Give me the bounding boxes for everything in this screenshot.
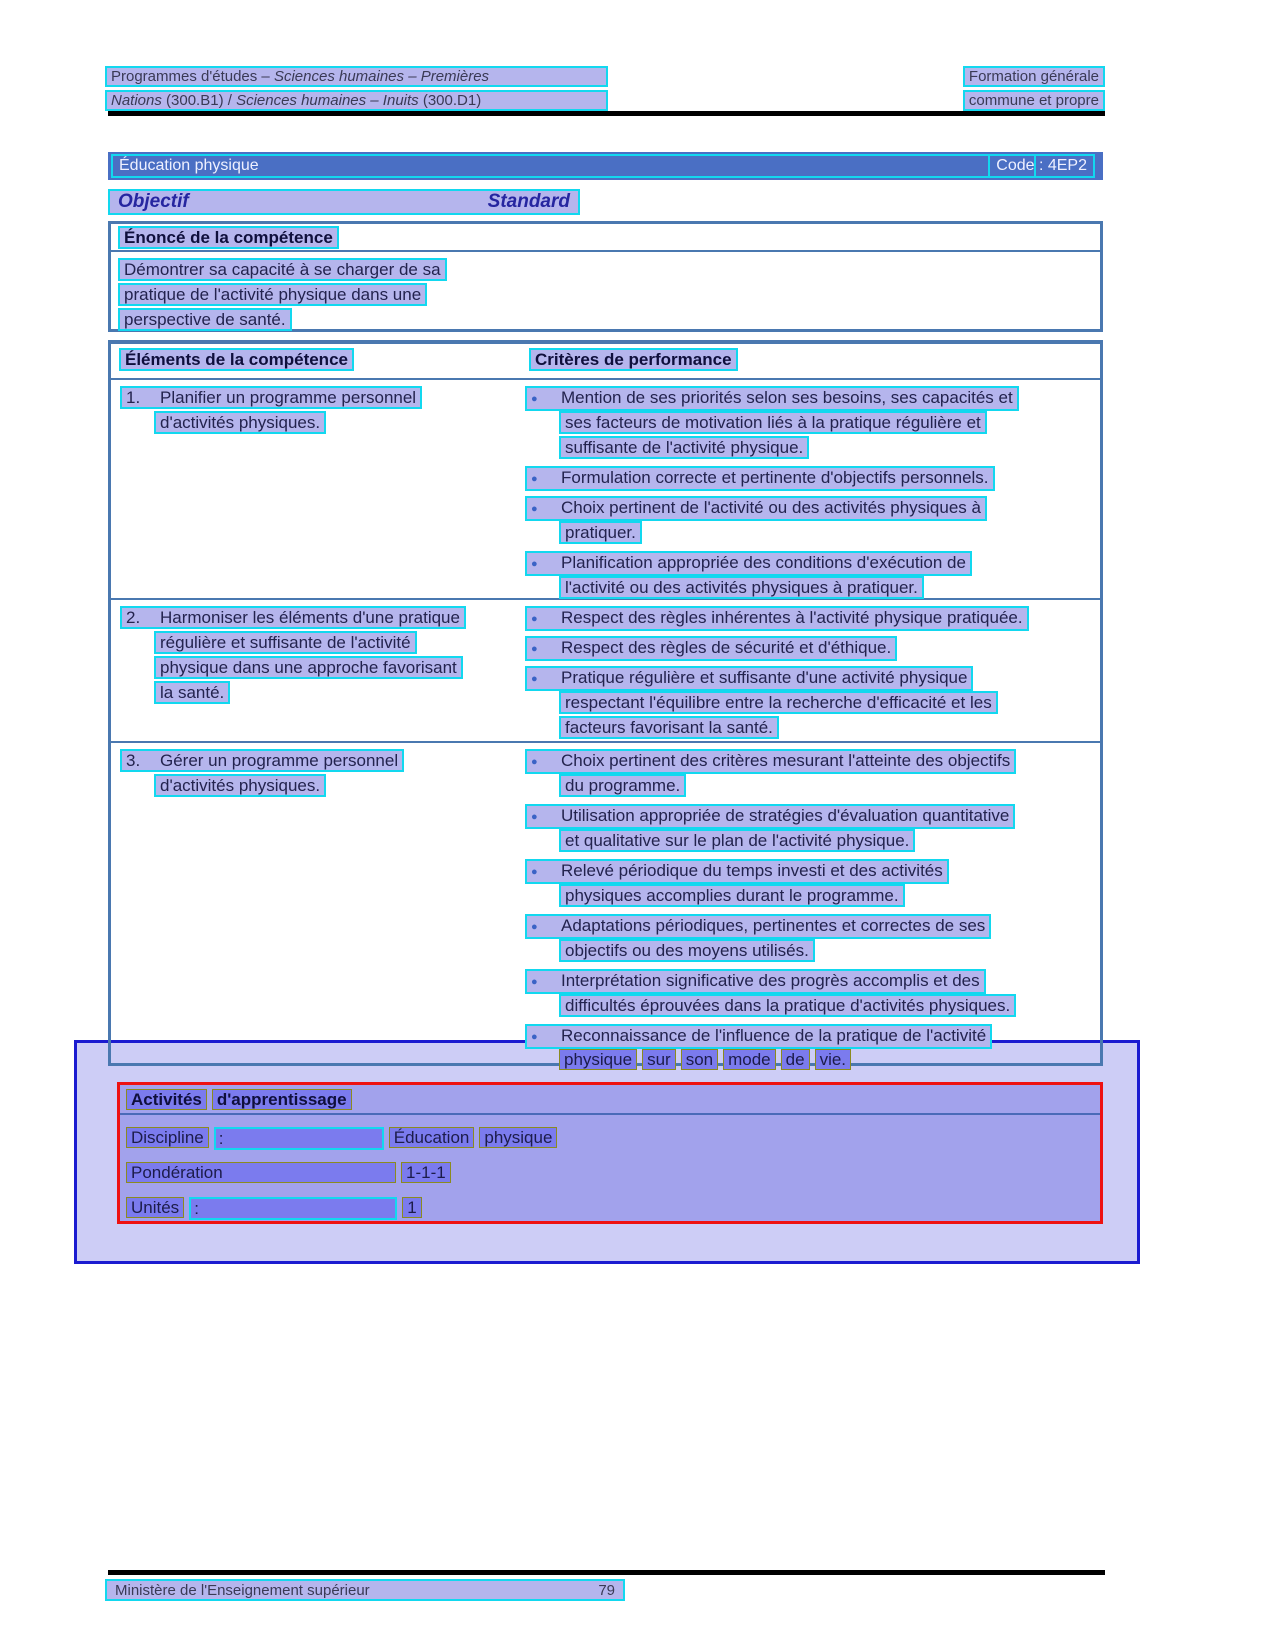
text-highlight: d'activités physiques.	[154, 411, 326, 434]
text-highlight: d'activités physiques.	[154, 774, 326, 797]
criterion-line	[525, 576, 1098, 601]
text-highlight: ● Respect des règles inhérentes à l'activité physique pratiquée.	[525, 606, 1029, 631]
title-bar-code-box	[988, 154, 1095, 178]
text-highlight: perspective de santé.	[118, 308, 292, 331]
header-text: (300.D1)	[418, 92, 482, 109]
criterion-item	[525, 386, 1098, 461]
criterion-line	[525, 1024, 1098, 1049]
bullet-icon: ●	[531, 558, 538, 570]
text-highlight: pratique de l'activité physique dans une	[118, 283, 427, 306]
criterion-line	[525, 859, 1098, 884]
criterion-line	[525, 411, 1098, 436]
criterion-line	[525, 884, 1098, 909]
header-left-line-2	[105, 90, 608, 111]
word-box: de	[781, 1049, 810, 1070]
bullet-icon: ●	[531, 643, 538, 655]
criterion-line	[525, 994, 1098, 1019]
element-cell	[111, 743, 515, 799]
word-box: sur	[642, 1049, 676, 1070]
criterion-item	[525, 969, 1098, 1019]
text-highlight: suffisante de l'activité physique.	[559, 436, 809, 459]
course-code: Code : 4EP2	[996, 157, 1087, 174]
word-box: mode	[723, 1049, 776, 1070]
text-highlight: la santé.	[154, 681, 230, 704]
word-box: d'apprentissage	[212, 1089, 352, 1110]
header-rule	[108, 111, 1105, 116]
text-highlight: ● Relevé périodique du temps investi et des activités	[525, 859, 949, 884]
page-title: Éducation physique	[119, 157, 259, 174]
element-line	[120, 749, 515, 774]
text-highlight: 2. Harmoniser les éléments d'une pratique	[120, 606, 466, 629]
bullet-icon: ●	[531, 393, 538, 405]
text-highlight: régulière et suffisante de l'activité	[154, 631, 417, 654]
text-highlight: objectifs ou des moyens utilisés.	[559, 939, 815, 962]
bullet-icon: ●	[531, 1031, 538, 1043]
title-bar	[108, 152, 1103, 180]
criterion-line	[525, 436, 1098, 461]
criterion-line	[525, 606, 1098, 631]
activity-label: Unités	[126, 1197, 184, 1218]
criterion-line	[525, 636, 1098, 661]
item-number: 3.	[126, 751, 141, 770]
criterion-line	[525, 466, 1098, 491]
header-text-italic: Nations	[111, 92, 162, 109]
activity-row	[126, 1197, 1100, 1218]
text-highlight: ● Adaptations périodiques, pertinentes et correctes de ses	[525, 914, 991, 939]
text-highlight: ● Formulation correcte et pertinente d'objectifs personnels.	[525, 466, 995, 491]
criterion-item	[525, 551, 1098, 601]
enonce-heading: Énoncé de la compétence	[118, 226, 339, 249]
title-bar-title-box	[111, 154, 1036, 178]
activity-row	[126, 1162, 1100, 1183]
table-header-row	[111, 344, 1100, 380]
element-line	[120, 656, 515, 681]
criterion-item	[525, 1024, 1098, 1074]
criterion-item	[525, 859, 1098, 909]
criterion-item	[525, 496, 1098, 546]
word-box: Activités	[126, 1089, 207, 1110]
criterion-item	[525, 606, 1098, 631]
criterion-line	[525, 666, 1098, 691]
enonce-line	[118, 308, 1100, 333]
criterion-item	[525, 749, 1098, 799]
header-text-italic: Sciences humaines – Premières	[273, 68, 490, 85]
activity-value: 1-1-1	[401, 1162, 451, 1183]
header-left-line-1	[105, 66, 608, 87]
text-highlight: respectant l'équilibre entre la recherche d'efficacité et les	[559, 691, 998, 714]
header-line-2	[105, 90, 1105, 111]
criterion-line	[525, 521, 1098, 546]
header-text-italic: Sciences humaines – Inuits	[236, 92, 419, 109]
text-highlight: ● Planification appropriée des conditions d'exécution de	[525, 551, 972, 576]
table-row	[111, 380, 1100, 600]
criterion-line	[525, 749, 1098, 774]
bullet-icon: ●	[531, 473, 538, 485]
text-highlight: et qualitative sur le plan de l'activité physique.	[559, 829, 915, 852]
criterion-item	[525, 914, 1098, 964]
competency-table	[108, 340, 1103, 1069]
text-highlight: du programme.	[559, 774, 686, 797]
page-footer	[105, 1579, 625, 1601]
table-row	[111, 600, 1100, 743]
bullet-icon: ●	[531, 976, 538, 988]
activities-rows	[120, 1115, 1100, 1218]
activity-value: Éducation	[389, 1127, 475, 1148]
element-line	[120, 386, 515, 411]
text-highlight: ses facteurs de motivation liés à la pratique régulière et	[559, 411, 987, 434]
header-text: Programmes d'études –	[111, 68, 274, 85]
element-line	[120, 774, 515, 799]
colon-box: :	[189, 1197, 397, 1220]
bullet-icon: ●	[531, 811, 538, 823]
criterion-line	[525, 829, 1098, 854]
activities-annotation-box	[117, 1082, 1103, 1224]
text-highlight: difficultés éprouvées dans la pratique d'activités physiques.	[559, 994, 1016, 1017]
standard-title: Standard	[487, 191, 570, 212]
text-highlight: 3. Gérer un programme personnel	[120, 749, 404, 772]
activities-heading-row	[120, 1085, 1100, 1115]
enonce-line	[118, 258, 1100, 283]
text-highlight: ● Respect des règles de sécurité et d'éthique.	[525, 636, 897, 661]
criterion-line	[525, 914, 1098, 939]
criterion-line	[525, 1049, 1098, 1074]
enonce-heading-row	[111, 224, 1100, 252]
text-highlight: ● Choix pertinent de l'activité ou des activités physiques à	[525, 496, 987, 521]
word-box: physique	[559, 1049, 637, 1070]
text-highlight: l'activité ou des activités physiques à pratiquer.	[559, 576, 924, 599]
column-titles-strip	[108, 189, 580, 215]
criterion-item	[525, 804, 1098, 854]
activity-label: Pondération	[126, 1162, 396, 1183]
word-line	[559, 1049, 856, 1070]
text-highlight: ● Reconnaissance de l'influence de la pratique de l'activité	[525, 1024, 992, 1049]
criterion-item	[525, 666, 1098, 741]
page-header	[105, 66, 1105, 114]
criteria-cell	[525, 380, 1098, 606]
text-highlight: ● Mention de ses priorités selon ses besoins, ses capacités et	[525, 386, 1019, 411]
criterion-line	[525, 804, 1098, 829]
text-highlight: physique dans une approche favorisant	[154, 656, 463, 679]
footer-text: Ministère de l'Enseignement supérieur	[115, 1581, 370, 1599]
col1-heading: Éléments de la compétence	[119, 348, 354, 371]
header-line-1	[105, 66, 1105, 87]
activity-value: physique	[479, 1127, 557, 1148]
element-line	[120, 631, 515, 656]
bullet-icon: ●	[531, 866, 538, 878]
bullet-icon: ●	[531, 673, 538, 685]
enonce-line	[118, 283, 1100, 308]
criterion-line	[525, 691, 1098, 716]
header-right-line-2: commune et propre	[963, 90, 1105, 111]
word-box: son	[681, 1049, 718, 1070]
colon-box: :	[214, 1127, 384, 1150]
criterion-line	[525, 386, 1098, 411]
text-highlight: facteurs favorisant la santé.	[559, 716, 779, 739]
enonce-box	[108, 221, 1103, 332]
criterion-line	[525, 939, 1098, 964]
footer-rule	[108, 1570, 1105, 1575]
element-line	[120, 411, 515, 436]
bullet-icon: ●	[531, 613, 538, 625]
criterion-line	[525, 969, 1098, 994]
criteria-cell	[525, 743, 1098, 1079]
objectif-title: Objectif	[118, 191, 189, 212]
text-highlight: Démontrer sa capacité à se charger de sa	[118, 258, 447, 281]
criterion-line	[525, 774, 1098, 799]
bullet-icon: ●	[531, 756, 538, 768]
item-number: 2.	[126, 608, 141, 627]
item-number: 1.	[126, 388, 141, 407]
element-cell	[111, 380, 515, 436]
activity-label: Discipline	[126, 1127, 209, 1148]
element-line	[120, 681, 515, 706]
activity-row	[126, 1127, 1100, 1148]
text-highlight: physiques accomplies durant le programme.	[559, 884, 905, 907]
enonce-body	[111, 252, 1100, 333]
element-line	[120, 606, 515, 631]
table-row	[111, 743, 1100, 1068]
text-highlight: ● Pratique régulière et suffisante d'une activité physique	[525, 666, 973, 691]
criterion-item	[525, 636, 1098, 661]
criterion-line	[525, 496, 1098, 521]
text-highlight: ● Interprétation significative des progrès accomplis et des	[525, 969, 986, 994]
header-text: (300.B1) /	[161, 92, 237, 109]
criterion-item	[525, 466, 1098, 491]
bullet-icon: ●	[531, 503, 538, 515]
text-highlight: ● Choix pertinent des critères mesurant l'atteinte des objectifs	[525, 749, 1016, 774]
text-highlight: pratiquer.	[559, 521, 642, 544]
header-right-line-1: Formation générale	[963, 66, 1105, 87]
word-box: vie.	[815, 1049, 851, 1070]
activity-value: 1	[402, 1197, 421, 1218]
text-highlight: 1. Planifier un programme personnel	[120, 386, 422, 409]
page-number: 79	[598, 1581, 615, 1599]
element-cell	[111, 600, 515, 706]
criterion-line	[525, 716, 1098, 741]
bullet-icon: ●	[531, 921, 538, 933]
criteria-cell	[525, 600, 1098, 746]
criterion-line	[525, 551, 1098, 576]
col2-heading: Critères de performance	[529, 348, 738, 371]
text-highlight: ● Utilisation appropriée de stratégies d'évaluation quantitative	[525, 804, 1015, 829]
